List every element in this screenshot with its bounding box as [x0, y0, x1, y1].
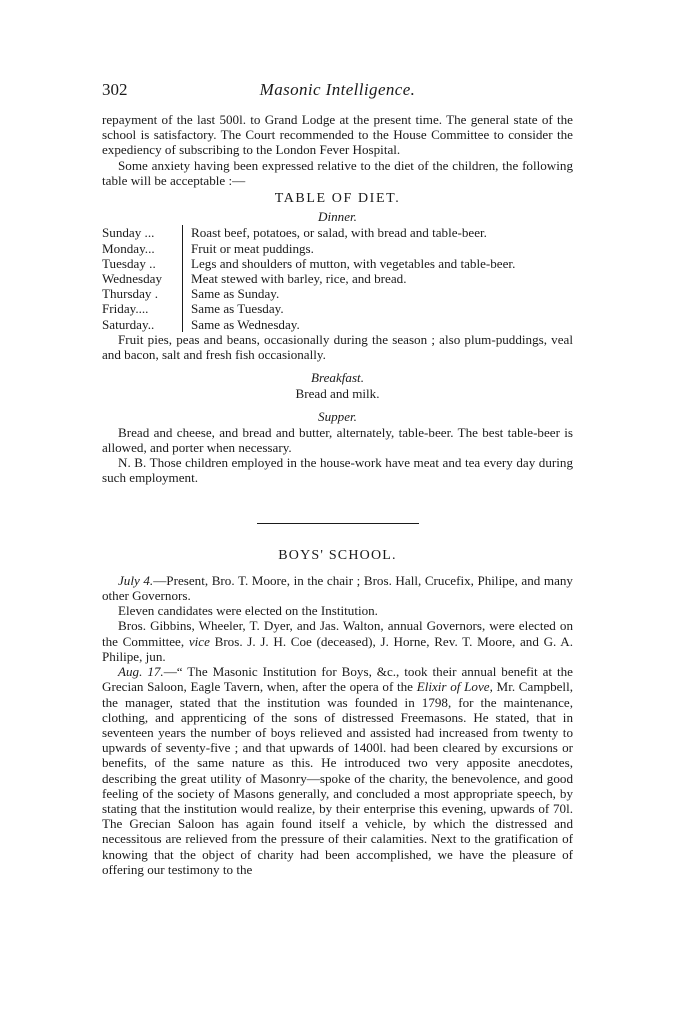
running-title: Masonic Intelligence. [259, 80, 416, 99]
paragraph-july [102, 573, 573, 603]
paragraph-diet-intro: Some anxiety having been expressed relative to the diet of the children, the following table will be acceptable :— [102, 157, 573, 188]
diet-meal: Same as Wednesday. [182, 317, 573, 332]
diet-meal: Same as Sunday. [182, 286, 573, 301]
paragraph-eleven: Eleven candidates were elected on the Institution. [118, 603, 378, 619]
paragraph-supper: Bread and cheese, and bread and butter, alternately, table-beer. The best table-beer is allowed, and porter when necessary. [102, 424, 573, 456]
diet-meal: Legs and shoulders of mutton, with vegetables and table-beer. [182, 256, 573, 271]
boys-school-heading: BOYS' SCHOOL. [278, 547, 397, 563]
diet-table-title: TABLE OF DIET. [274, 191, 401, 207]
page-body [102, 112, 573, 877]
diet-day: Monday... [102, 240, 155, 256]
breakfast-text: Bread and milk. [295, 386, 380, 402]
aug-opera-title: Elixir of Love, [416, 679, 493, 695]
aug-text-b: Mr. Campbell, the manager, stated that the institution was founded in 1798, for the maintenance, clothing, and apprenticing of the sons of distressed Freemasons. He stated, that in seventeen years the number of boys relieved and assisted had increased from twenty to upwards of seventy-five ; and that upwards of 1400l. had been cleared by excursions or benefits, of the same nature as this. He introduced two very apposite anecdotes, describing the great utility of Masonry—spoke of the charity, the benevolence, and good feeling of the society of Masons generally, and concluded a most appropriate speech, by stating that the institution would realize, by their enterprise this evening, upwards of 70l. The Grecian Saloon has again found itself a vehicle, by which the distressed and necessitous are relieved from the pressure of their calamities. Next to the gratification of knowing that the object of charity had been accomplished, we have the pleasure of offering our testimony to the [102, 679, 573, 877]
diet-day: Wednesday [102, 271, 163, 287]
supper-subhead: Supper. [318, 408, 357, 424]
diet-table [102, 225, 573, 331]
dinner-subhead: Dinner. [318, 209, 357, 225]
aug-date: Aug. 17. [118, 664, 164, 680]
gibbins-vice: vice [188, 633, 210, 649]
diet-meal: Meat stewed with barley, rice, and bread. [182, 271, 573, 286]
paragraph-nb: N. B. Those children employed in the house-work have meat and tea every day during such employment. [102, 455, 573, 486]
diet-day: Thursday . [102, 286, 159, 302]
gibbins-text-a: Bros. Gibbins, Wheeler, T. Dyer, and Jas. Walton, annual Governors, were elected on the Committee, [102, 618, 573, 649]
paragraph-repayment: repayment of the last 500l. to Grand Lodge at the present time. The general state of the school is satisfactory. The Court recommended to the House Committee to consider the expediency of subscribing to the London Fever Hospital. [102, 112, 573, 158]
aug-text-a: —“ The Masonic Institution for Boys, &c., took their annual benefit at the Grecian Saloon, Eagle Tavern, when, after the opera of the [102, 664, 573, 695]
section-divider [257, 523, 419, 524]
diet-meal: Fruit or meat puddings. [182, 241, 573, 256]
diet-day: Sunday ... [102, 225, 155, 241]
diet-day: Tuesday .. [102, 255, 156, 271]
gibbins-text-b: Bros. J. J. H. Coe (deceased), J. Horne, Rev. T. Moore, and G. A. Philipe, jun. [102, 633, 573, 664]
paragraph-august [102, 664, 573, 877]
paragraph-fruit: Fruit pies, peas and beans, occasionally during the season ; also plum-puddings, veal and bacon, salt and fresh fish occasionally. [102, 331, 573, 363]
diet-meal: Roast beef, potatoes, or salad, with bread and table-beer. [182, 225, 573, 240]
page-header [102, 80, 573, 104]
breakfast-subhead: Breakfast. [311, 370, 364, 386]
paragraph-gibbins [102, 618, 573, 664]
diet-day: Saturday.. [102, 316, 155, 332]
diet-day: Friday.... [102, 301, 149, 317]
july-text: —Present, Bro. T. Moore, in the chair ; Bros. Hall, Crucefix, Philipe, and many other Governors. [102, 572, 573, 604]
page-number: 302 [102, 80, 128, 99]
july-date: July 4. [118, 572, 154, 588]
diet-meal: Same as Tuesday. [182, 301, 573, 316]
